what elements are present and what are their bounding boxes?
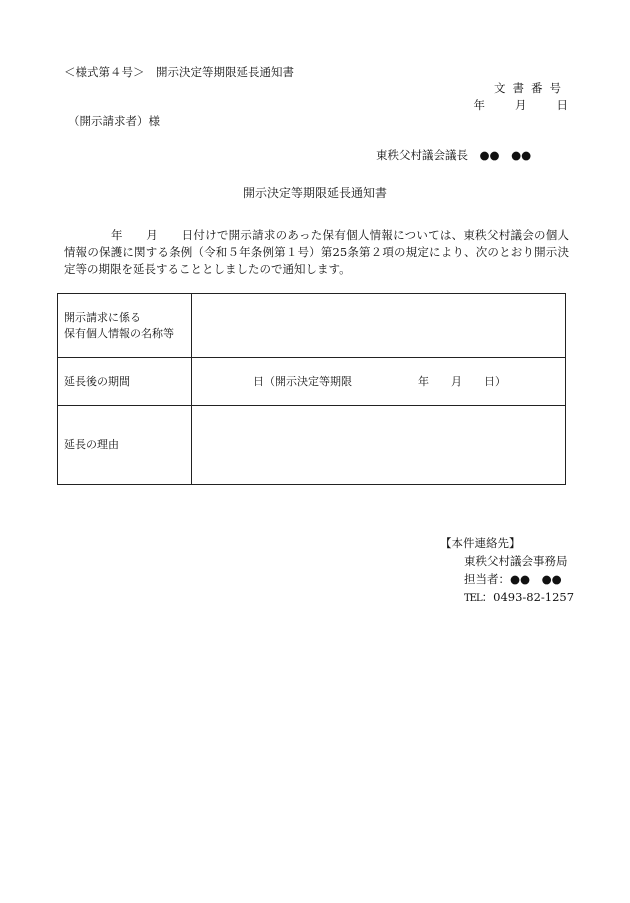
document-date: [474, 97, 569, 113]
contact-heading: 【本件連絡先】: [440, 536, 521, 550]
name-label-line2: 保有個人情報の名称等: [64, 326, 174, 340]
name-value-cell: [192, 294, 566, 358]
period-value-cell: 日（開示決定等期限 年 月 日）: [192, 358, 566, 406]
reason-label-cell: 延長の理由: [58, 406, 192, 485]
tel-number: ：0493-82-1257: [481, 590, 575, 604]
contact-block: [440, 534, 574, 608]
table-row: [58, 406, 566, 485]
contact-person: 担当者：●● ●●: [464, 572, 562, 586]
date-year-label: 年: [473, 98, 485, 112]
document-number-label: 文書番号: [494, 81, 568, 95]
name-label-cell: [58, 294, 192, 358]
extension-info-table: [57, 293, 566, 485]
name-label-line1: 開示請求に係る: [64, 310, 141, 324]
period-label-cell: 延長後の期間: [58, 358, 192, 406]
body-text: 年 月 日付けで開示請求のあった保有個人情報については、東秩父村議会の個人情報の保護に関する条例（令和５年条例第１号）第25条第２項の規定により、次のとおり開示決定等の期限を延長することとしましたので通知します。: [64, 228, 569, 276]
contact-office: 東秩父村議会事務局: [464, 554, 568, 568]
date-month-label: 月: [515, 98, 527, 112]
table-row: [58, 294, 566, 358]
contact-tel: [440, 588, 574, 608]
tel-label: TEL: [464, 593, 482, 604]
form-label: ＜様式第４号＞ 開示決定等期限延長通知書: [64, 65, 294, 79]
sender: 東秩父村議会議長 ●● ●●: [376, 148, 532, 162]
document-title: 開示決定等期限延長通知書: [242, 186, 387, 200]
table-row: [58, 358, 566, 406]
recipient: （開示請求者）様: [68, 114, 160, 128]
date-day-label: 日: [556, 98, 568, 112]
reason-value-cell: [192, 406, 566, 485]
